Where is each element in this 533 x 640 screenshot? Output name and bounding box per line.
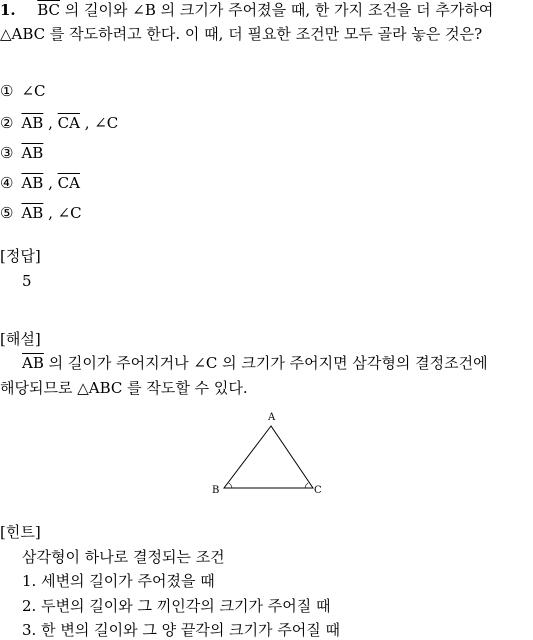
choice-number: ⑤	[0, 204, 14, 222]
hint-item-1: 1. 세변의 길이가 주어졌을 때	[22, 572, 215, 590]
choice-1	[0, 81, 46, 101]
question-text-1: 의 길이와 ∠B 의 크기가 주어졌을 때, 한 가지 조건을 더 추가하여	[60, 1, 494, 19]
angle-c-mark	[305, 483, 308, 488]
segment-ab: $\overline{AB}$	[21, 174, 44, 192]
angle-b-mark	[229, 483, 232, 488]
vertex-b-label: B	[212, 485, 220, 496]
answer-header: [정답]	[0, 247, 41, 265]
segment-ca: $\overline{CA}$	[57, 114, 80, 132]
answer-value: 5	[22, 272, 32, 290]
segment-ab: $\overline{AB}$	[21, 114, 44, 132]
choice-number: ①	[0, 82, 14, 100]
segment-ab: $\overline{AB}$	[21, 204, 44, 222]
triangle-diagram	[200, 404, 340, 504]
explanation-line-1	[22, 353, 488, 373]
choice-part: ,	[43, 174, 58, 192]
choice-3	[0, 143, 43, 163]
choice-number: ④	[0, 174, 14, 192]
explanation-line-2: 해당되므로 △ABC 를 작도할 수 있다.	[0, 379, 248, 397]
hint-title: 삼각형이 하나로 결정되는 조건	[22, 548, 225, 566]
choice-5	[0, 203, 82, 223]
choice-2	[0, 113, 118, 133]
hint-header: [힌트]	[0, 523, 41, 541]
choice-number: ③	[0, 144, 14, 162]
hint-item-3: 3. 한 변의 길이와 그 양 끝각의 크기가 주어질 때	[22, 621, 341, 639]
question-line-2: △ABC 를 작도하려고 한다. 이 때, 더 필요한 조건만 모두 골라 놓은 것은?	[0, 25, 483, 43]
choice-part: ,	[43, 114, 58, 132]
segment-ab: $\overline{AB}$	[22, 354, 44, 372]
triangle-abc	[224, 426, 313, 488]
choice-part: , ∠C	[43, 204, 82, 222]
hint-item-2: 2. 두변의 길이와 그 끼인각의 크기가 주어질 때	[22, 597, 331, 615]
vertex-c-label: C	[314, 485, 322, 496]
vertex-a-label: A	[268, 412, 276, 423]
segment-ca: $\overline{CA}$	[57, 174, 80, 192]
segment-ab: $\overline{AB}$	[21, 144, 44, 162]
segment-bc: $\overline{BC}$	[37, 1, 61, 19]
choice-part: , ∠C	[79, 114, 119, 132]
choice-4	[0, 173, 80, 193]
explanation-header: [해설]	[0, 330, 41, 348]
choice-part: ∠C	[21, 82, 46, 100]
question-line-1	[0, 0, 493, 20]
explanation-text: 의 길이가 주어지거나 ∠C 의 크기가 주어지면 삼각형의 결정조건에	[43, 354, 488, 372]
choice-number: ②	[0, 114, 14, 132]
question-number: 1.	[0, 1, 16, 19]
